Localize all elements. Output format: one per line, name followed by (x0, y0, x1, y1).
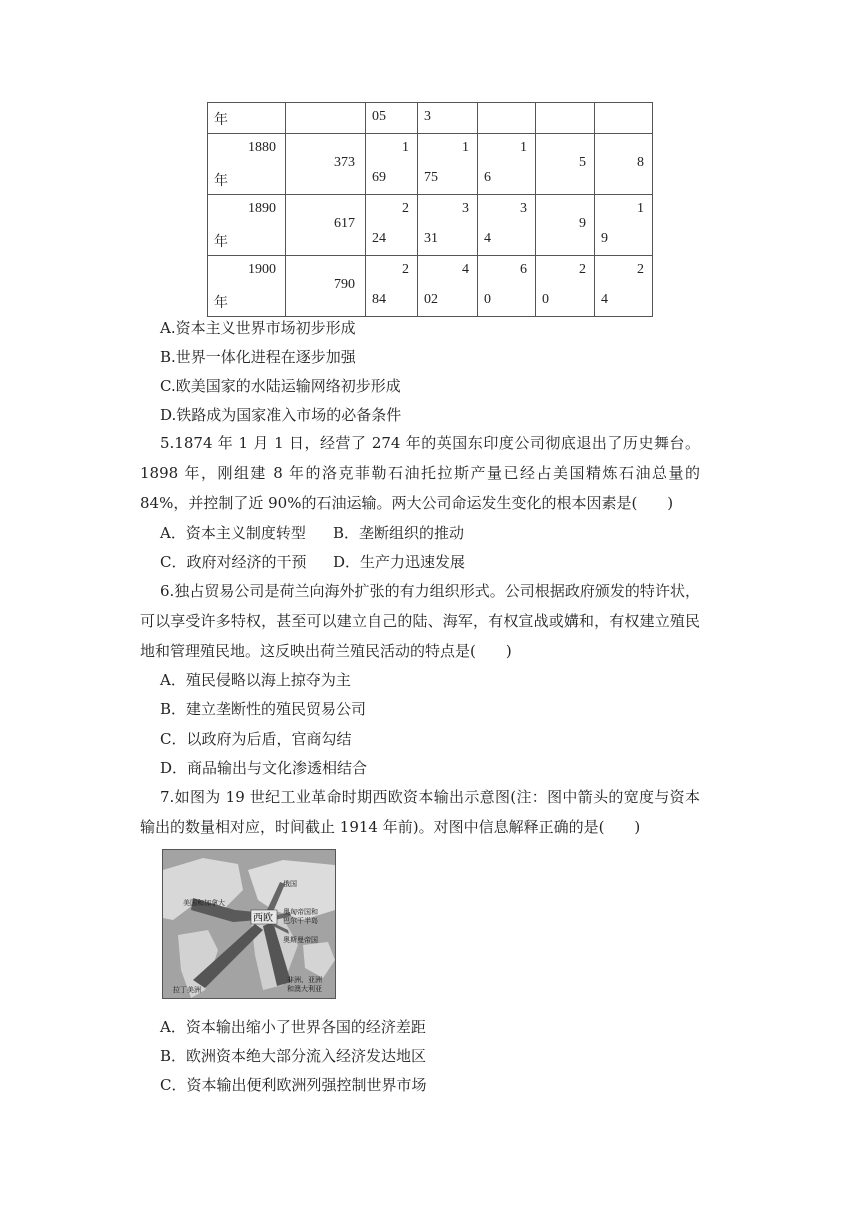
cell-text-line1: 3 (424, 109, 431, 124)
cell-text-line2: 02 (424, 292, 438, 307)
row-label-cell (208, 134, 286, 195)
value-cell (595, 256, 653, 317)
cell-text-line1: 3 (462, 201, 469, 216)
value-cell (595, 134, 653, 195)
cell-text-line2: 75 (424, 170, 438, 185)
cell-text-line2: 年 (214, 296, 228, 311)
q5-option-d: D．生产力迅速发展 (333, 553, 466, 571)
cell-text-line2: 4 (484, 231, 491, 246)
q7-stem: 7.如图为 19 世纪工业革命时期西欧资本输出示意图(注：图中箭头的宽度与资本输出的数量相对应，时间截止 1914 年前)。对图中信息解释正确的是( ) (140, 788, 700, 836)
cell-text-line1: 1890 (248, 201, 276, 216)
cell-text-line1: 5 (579, 155, 586, 170)
value-cell (536, 134, 595, 195)
q5-option-c: C．政府对经济的干预 (160, 553, 307, 571)
cell-text-line1: 3 (520, 201, 527, 216)
value-cell (536, 103, 595, 134)
cell-text-line1: 1900 (248, 262, 276, 277)
cell-text-line2: 0 (484, 292, 491, 307)
map-graphic (163, 850, 335, 998)
cell-text-line1: 9 (579, 216, 586, 231)
q6-option-d: D．商品输出与文化渗透相结合 (160, 759, 368, 777)
cell-text-line2: 84 (372, 292, 386, 307)
cell-text-line1: 8 (637, 155, 644, 170)
table-row (208, 103, 653, 134)
value-cell (366, 256, 418, 317)
value-cell (478, 103, 536, 134)
value-cell (418, 256, 478, 317)
cell-text-line1: 2 (579, 262, 586, 277)
q5-option-a: A．资本主义制度转型 (160, 524, 306, 542)
cell-text-line1: 1 (402, 140, 409, 155)
row-label-cell (208, 256, 286, 317)
label-austria-balkans-2: 巴尔干半岛 (283, 917, 318, 925)
q5-option-b: B．垄断组织的推动 (333, 524, 465, 542)
total-cell (286, 256, 366, 317)
label-austria-balkans-1: 奥匈帝国和 (283, 908, 318, 916)
value-cell (595, 103, 653, 134)
value-cell (595, 195, 653, 256)
table-row (208, 256, 653, 317)
value-cell (536, 195, 595, 256)
cell-text-line1: 2 (402, 262, 409, 277)
capital-export-map (162, 849, 336, 999)
cell-text-line2: 24 (372, 231, 386, 246)
q7-option-a: A．资本输出缩小了世界各国的经济差距 (160, 1018, 426, 1036)
table-row (208, 134, 653, 195)
cell-text-line1: 1 (637, 201, 644, 216)
q6-option-c: C．以政府为后盾，官商勾结 (160, 730, 352, 748)
row-label-cell (208, 103, 286, 134)
label-latin-america: 拉丁美洲 (173, 986, 201, 994)
q4-option-b: B.世界一体化进程在逐步加强 (160, 348, 356, 366)
total-cell (286, 103, 366, 134)
q6-stem: 6.独占贸易公司是荷兰向海外扩张的有力组织形式。公司根据政府颁发的特许状，可以享受许多特权，甚至可以建立自己的陆、海军，有权宣战或媾和，有权建立殖民地和管理殖民地。这反映出荷兰殖民活动的特点是( ) (140, 582, 700, 660)
q7-option-b: B．欧洲资本绝大部分流入经济发达地区 (160, 1047, 427, 1065)
cell-text-line2: 6 (484, 170, 491, 185)
table-row (208, 195, 653, 256)
total-cell (286, 134, 366, 195)
cell-text-line2: 31 (424, 231, 438, 246)
q5-stem: 5.1874 年 1 月 1 日，经营了 274 年的英国东印度公司彻底退出了历史舞台。1898 年，刚组建 8 年的洛克菲勒石油托拉斯产量已经占美国精炼石油总量的 84%，并控制了近 90%的石油运输。两大公司命运发生变化的根本因素是( ) (140, 434, 700, 512)
data-table (207, 102, 653, 317)
value-cell (366, 134, 418, 195)
cell-text-line1: 1 (462, 140, 469, 155)
cell-text-line2: 年 (214, 113, 228, 128)
label-us-canada: 美国和加拿大 (183, 899, 225, 907)
q6-option-b: B．建立垄断性的殖民贸易公司 (160, 700, 367, 718)
value-cell (418, 134, 478, 195)
label-west-europe: 西欧 (253, 913, 273, 924)
cell-text-line1: 2 (637, 262, 644, 277)
label-africa-1: 非洲、亚洲 (287, 976, 322, 984)
value-cell (478, 256, 536, 317)
cell-text-line1: 2 (402, 201, 409, 216)
cell-text-line2: 年 (214, 235, 228, 250)
value-cell (536, 256, 595, 317)
q4-option-c: C.欧美国家的水陆运输网络初步形成 (160, 377, 401, 395)
cell-text-line1: 05 (372, 109, 386, 124)
q6-option-a: A．殖民侵略以海上掠夺为主 (160, 671, 351, 689)
value-cell (418, 103, 478, 134)
value-cell (366, 103, 418, 134)
cell-text-line1: 790 (334, 277, 355, 292)
value-cell (478, 134, 536, 195)
label-russia: 俄国 (283, 880, 297, 888)
cell-text-line2: 4 (601, 292, 608, 307)
value-cell (418, 195, 478, 256)
q4-option-d: D.铁路成为国家准入市场的必备条件 (160, 406, 402, 424)
q4-option-a: A.资本主义世界市场初步形成 (160, 319, 356, 337)
value-cell (478, 195, 536, 256)
cell-text-line2: 69 (372, 170, 386, 185)
cell-text-line2: 0 (542, 292, 549, 307)
cell-text-line1: 1 (520, 140, 527, 155)
cell-text-line1: 6 (520, 262, 527, 277)
total-cell (286, 195, 366, 256)
cell-text-line1: 373 (334, 155, 355, 170)
row-label-cell (208, 195, 286, 256)
cell-text-line1: 1880 (248, 140, 276, 155)
cell-text-line1: 617 (334, 216, 355, 231)
label-ottoman: 奥斯曼帝国 (283, 936, 318, 944)
cell-text-line2: 年 (214, 174, 228, 189)
value-cell (366, 195, 418, 256)
cell-text-line2: 9 (601, 231, 608, 246)
label-africa-2: 和澳大利亚 (287, 985, 322, 993)
q7-option-c: C．资本输出便利欧洲列强控制世界市场 (160, 1076, 427, 1094)
cell-text-line1: 4 (462, 262, 469, 277)
